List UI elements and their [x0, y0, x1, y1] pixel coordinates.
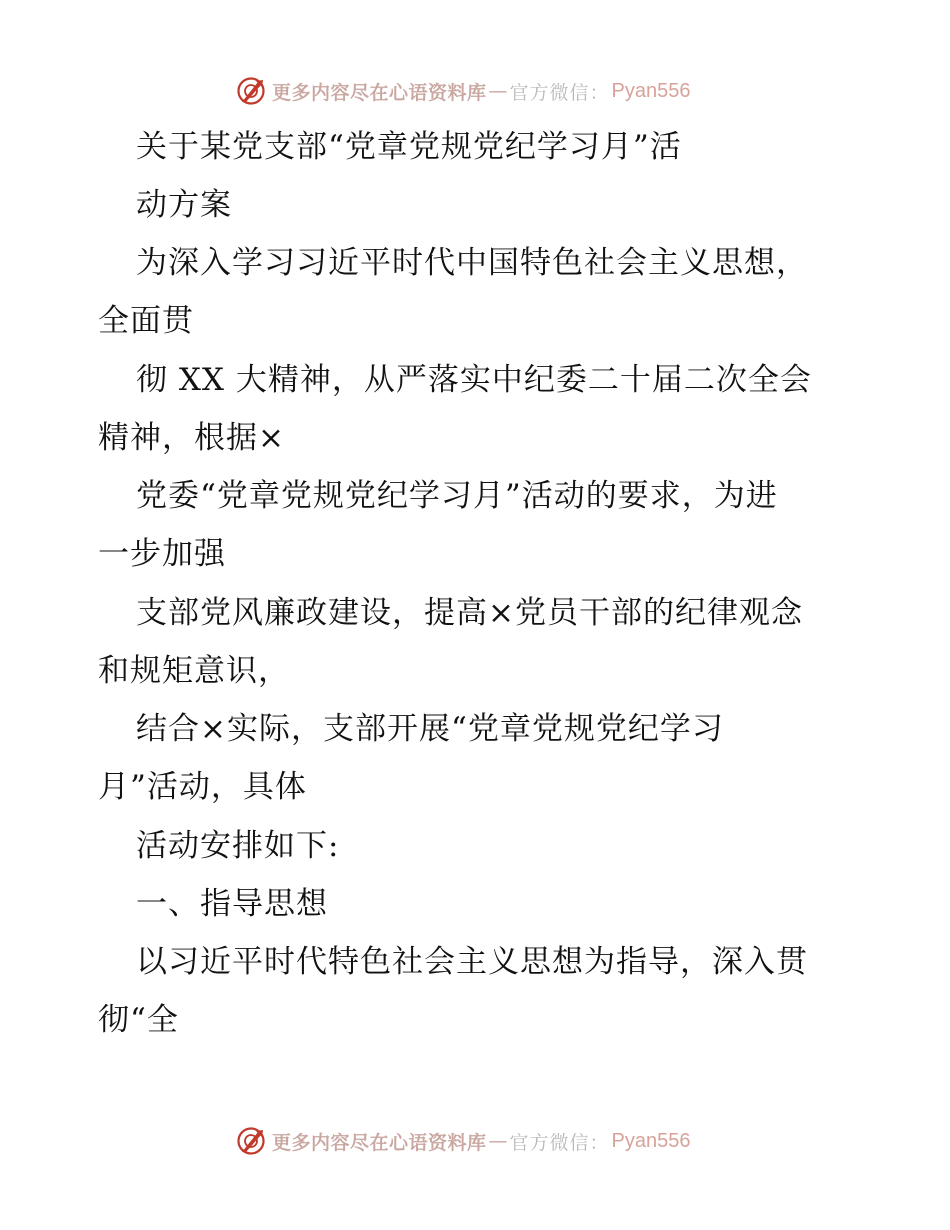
- banner-wechat-id: Pyan556: [611, 1129, 691, 1152]
- quill-logo-icon: [236, 76, 266, 106]
- header-banner: [236, 74, 691, 108]
- doc-line: 和规矩意识，: [98, 653, 290, 689]
- doc-line: 彻“全: [98, 1002, 179, 1038]
- doc-line: 以习近平时代特色社会主义思想为指导，深入贯: [136, 944, 808, 980]
- doc-line: 活动安排如下:: [136, 828, 340, 864]
- doc-line: 全面贯: [98, 303, 194, 339]
- doc-line: 支部党风廉政建设，提高×党员干部的纪律观念: [136, 595, 803, 631]
- doc-line: 彻 XX 大精神，从严落实中纪委二十届二次全会: [136, 362, 812, 398]
- doc-line: 关于某党支部“党章党规党纪学习月”活: [136, 129, 682, 165]
- banner-wechat-id: Pyan556: [611, 79, 691, 102]
- banner-title: 更多内容尽在心语资料库: [272, 1131, 487, 1154]
- footer-banner: [236, 1124, 691, 1158]
- doc-line: 精神，根据×: [98, 420, 285, 456]
- doc-line: 月”活动，具体: [98, 769, 307, 805]
- doc-line: 动方案: [136, 187, 232, 223]
- doc-line: 一步加强: [98, 536, 226, 572]
- banner-wechat-label: 官方微信：: [509, 1131, 610, 1154]
- banner-dash: —: [488, 1130, 508, 1152]
- banner-title: 更多内容尽在心语资料库: [272, 81, 487, 104]
- doc-line: 为深入学习习近平时代中国特色社会主义思想，: [136, 245, 808, 281]
- doc-line: 党委“党章党规党纪学习月”活动的要求，为进: [136, 478, 778, 514]
- doc-line: 结合×实际，支部开展“党章党规党纪学习: [136, 711, 724, 747]
- quill-logo-icon: [236, 1126, 266, 1156]
- section-heading: 一、指导思想: [136, 886, 328, 922]
- banner-wechat-label: 官方微信：: [509, 81, 610, 104]
- banner-dash: —: [488, 80, 508, 102]
